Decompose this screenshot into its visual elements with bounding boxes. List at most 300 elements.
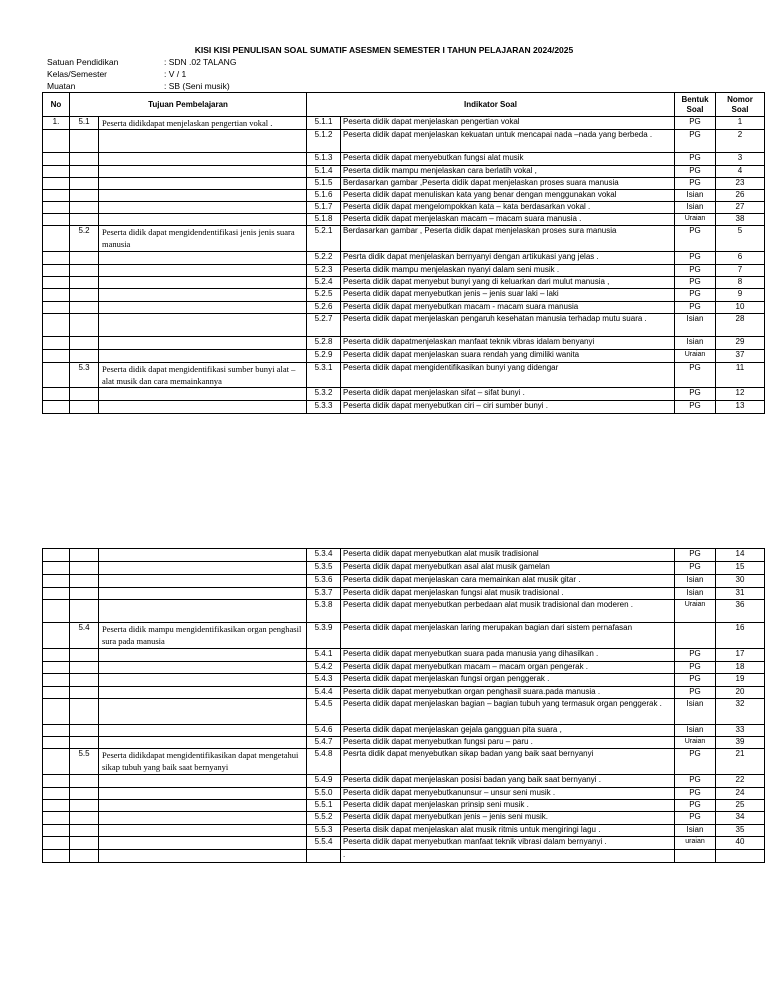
indikator-number: 5.2.3 [307, 265, 341, 277]
tujuan-text: Peserta didik dapat mengidentifikasi sumber bunyi alat – alat musik dan cara memainkannya [99, 363, 307, 388]
tujuan-number [70, 289, 99, 302]
indikator-text: Peserta didik dapat menyebutkanunsur – unsur seni musik . [341, 788, 675, 800]
indikator-number: 5.5.3 [307, 825, 341, 837]
tujuan-number [70, 687, 99, 699]
table-row [43, 850, 765, 863]
tujuan-text [99, 401, 307, 414]
meta-row-kelas [47, 68, 186, 80]
nomor-soal: 4 [716, 166, 765, 178]
table-row [43, 302, 765, 314]
row-number [43, 337, 70, 350]
indikator-text: Peserta didik dapat menjelaskan bagian – bagian tubuh yang termasuk organ penggerak . [341, 699, 675, 725]
table-row [43, 190, 765, 202]
kisi-table-page1 [42, 92, 765, 414]
indikator-number: 5.4.4 [307, 687, 341, 699]
bentuk-soal: PG [675, 812, 716, 825]
nomor-soal: 29 [716, 337, 765, 350]
bentuk-soal: PG [675, 549, 716, 562]
table-row [43, 130, 765, 153]
tujuan-text [99, 850, 307, 863]
bentuk-soal: PG [675, 166, 716, 178]
tujuan-text [99, 687, 307, 699]
row-number: 1. [43, 117, 70, 130]
indikator-text: Peserta didik dapat menjelaskan kekuatan untuk mencapai nada –nada yang berbeda . [341, 130, 675, 153]
row-number [43, 800, 70, 812]
indikator-number: 5.3.5 [307, 562, 341, 575]
tujuan-text [99, 202, 307, 214]
row-number [43, 202, 70, 214]
table-row [43, 562, 765, 575]
bentuk-soal: Isian [675, 314, 716, 337]
nomor-soal: 24 [716, 788, 765, 800]
bentuk-soal: PG [675, 226, 716, 252]
tujuan-number: 5.2 [70, 226, 99, 252]
indikator-number: 5.2.2 [307, 252, 341, 265]
indikator-text: Peserta didik dapat menyebutkan jenis – jenis suar laki – laki [341, 289, 675, 302]
meta-value: : SDN .02 TALANG [164, 57, 237, 67]
row-number [43, 130, 70, 153]
tujuan-number [70, 825, 99, 837]
table-row [43, 699, 765, 725]
col-header-indikator: Indikator Soal [307, 93, 675, 117]
indikator-number: 5.3.8 [307, 600, 341, 623]
table-row [43, 812, 765, 825]
tujuan-number [70, 812, 99, 825]
indikator-number: 5.4.7 [307, 737, 341, 749]
indikator-text: Peserta didik dapat menyebut bunyi yang di keluarkan dari mulut manusia , [341, 277, 675, 289]
tujuan-number [70, 130, 99, 153]
nomor-soal: 38 [716, 214, 765, 226]
nomor-soal: 31 [716, 588, 765, 600]
table-row [43, 214, 765, 226]
tujuan-text [99, 214, 307, 226]
indikator-number: 5.3.3 [307, 401, 341, 414]
nomor-soal: 10 [716, 302, 765, 314]
nomor-soal: 25 [716, 800, 765, 812]
bentuk-soal: PG [675, 775, 716, 788]
table-row [43, 289, 765, 302]
indikator-number: 5.4.6 [307, 725, 341, 737]
bentuk-soal: uraian [675, 837, 716, 850]
tujuan-text [99, 562, 307, 575]
bentuk-soal: Isian [675, 699, 716, 725]
meta-label: Kelas/Semester [47, 69, 107, 79]
row-number [43, 549, 70, 562]
table-row [43, 350, 765, 363]
bentuk-soal [675, 623, 716, 649]
document-title: KISI KISI PENULISAN SOAL SUMATIF ASESMEN SEMESTER I TAHUN PELAJARAN 2024/2025 [194, 45, 574, 55]
nomor-soal: 7 [716, 265, 765, 277]
row-number [43, 737, 70, 749]
tujuan-number [70, 575, 99, 588]
tujuan-text [99, 800, 307, 812]
tujuan-text [99, 190, 307, 202]
tujuan-text [99, 302, 307, 314]
tujuan-number [70, 674, 99, 687]
indikator-text: Peserta didik dapat menjelaskan prinsip seni musik . [341, 800, 675, 812]
bentuk-soal: PG [675, 687, 716, 699]
col-header-tujuan: Tujuan Pembelajaran [70, 93, 307, 117]
nomor-soal: 37 [716, 350, 765, 363]
nomor-soal: 19 [716, 674, 765, 687]
nomor-soal: 28 [716, 314, 765, 337]
indikator-number: 5.3.7 [307, 588, 341, 600]
tujuan-text [99, 837, 307, 850]
indikator-number: 5.4.1 [307, 649, 341, 662]
tujuan-text [99, 812, 307, 825]
row-number [43, 289, 70, 302]
tujuan-number [70, 725, 99, 737]
indikator-text: Peserta didik dapat menyebutkan jenis – jenis seni musik. [341, 812, 675, 825]
indikator-text: Pesrta didik dapat menyebutkan sikap badan yang baik saat bernyanyi [341, 749, 675, 775]
indikator-text: Peserta didik dapat menyebutkan organ penghasil suara.pada manusia . [341, 687, 675, 699]
indikator-number: 5.1.3 [307, 153, 341, 166]
table-row [43, 725, 765, 737]
tujuan-text [99, 178, 307, 190]
table-row [43, 588, 765, 600]
nomor-soal: 34 [716, 812, 765, 825]
row-number [43, 562, 70, 575]
bentuk-soal: Isian [675, 825, 716, 837]
table-row [43, 363, 765, 388]
bentuk-soal: Uraian [675, 737, 716, 749]
nomor-soal: 32 [716, 699, 765, 725]
indikator-text: Berdasarkan gambar ,Peserta didik dapat menjelaskan proses suara manusia [341, 178, 675, 190]
indikator-number [307, 850, 341, 863]
tujuan-text [99, 337, 307, 350]
nomor-soal: 5 [716, 226, 765, 252]
nomor-soal: 15 [716, 562, 765, 575]
table-row [43, 749, 765, 775]
tujuan-number [70, 350, 99, 363]
bentuk-soal: Isian [675, 190, 716, 202]
indikator-text: . [341, 850, 675, 863]
indikator-number: 5.5.4 [307, 837, 341, 850]
indikator-text: Pesrta didik dapat menjelaskan bernyanyi dengan artikukasi yang jelas . [341, 252, 675, 265]
bentuk-soal: PG [675, 277, 716, 289]
row-number [43, 401, 70, 414]
nomor-soal: 18 [716, 662, 765, 674]
row-number [43, 775, 70, 788]
tujuan-number [70, 562, 99, 575]
row-number [43, 825, 70, 837]
row-number [43, 388, 70, 401]
indikator-number: 5.1.4 [307, 166, 341, 178]
tujuan-text [99, 277, 307, 289]
row-number [43, 812, 70, 825]
indikator-text: Peserta didik dapat menjelaskan macam – macam suara manusia . [341, 214, 675, 226]
indikator-number: 5.2.8 [307, 337, 341, 350]
indikator-number: 5.4.2 [307, 662, 341, 674]
table-row [43, 166, 765, 178]
indikator-number: 5.3.1 [307, 363, 341, 388]
nomor-soal: 26 [716, 190, 765, 202]
kisi-table-page2 [42, 548, 765, 863]
indikator-text: Peserta didik dapat menjelaskan pengaruh kesehatan manusia terhadap mutu suara . [341, 314, 675, 337]
nomor-soal: 40 [716, 837, 765, 850]
bentuk-soal: Isian [675, 575, 716, 588]
tujuan-number [70, 277, 99, 289]
indikator-number: 5.5.2 [307, 812, 341, 825]
indikator-text: Peserta didik dapat menuliskan kata yang benar dengan menggunakan vokal [341, 190, 675, 202]
row-number [43, 363, 70, 388]
bentuk-soal: PG [675, 363, 716, 388]
bentuk-soal: PG [675, 800, 716, 812]
nomor-soal: 22 [716, 775, 765, 788]
tujuan-text [99, 130, 307, 153]
tujuan-text: Peserta didik dapat mengidendentifikasi jenis jenis suara manusia [99, 226, 307, 252]
nomor-soal: 6 [716, 252, 765, 265]
tujuan-text [99, 649, 307, 662]
tujuan-number [70, 837, 99, 850]
tujuan-text [99, 166, 307, 178]
bentuk-soal: PG [675, 788, 716, 800]
col-header-bentuk: Bentuk Soal [675, 93, 716, 117]
indikator-text: Peserta didik mampu menjelaskan cara berlatih vokal , [341, 166, 675, 178]
tujuan-text [99, 662, 307, 674]
nomor-soal: 12 [716, 388, 765, 401]
tujuan-text [99, 252, 307, 265]
nomor-soal: 8 [716, 277, 765, 289]
table-row [43, 837, 765, 850]
tujuan-text [99, 350, 307, 363]
indikator-text: Peserta didik dapatmenjelaskan manfaat teknik vibras idalam benyanyi [341, 337, 675, 350]
table-row [43, 737, 765, 749]
tujuan-text [99, 737, 307, 749]
nomor-soal: 23 [716, 178, 765, 190]
nomor-soal: 1 [716, 117, 765, 130]
row-number [43, 252, 70, 265]
indikator-text: Peserta didik dapat menjelaskan suara rendah yang dimiliki wanita [341, 350, 675, 363]
row-number [43, 788, 70, 800]
bentuk-soal: PG [675, 302, 716, 314]
tujuan-number [70, 388, 99, 401]
table-row [43, 265, 765, 277]
tujuan-text [99, 265, 307, 277]
table-row [43, 649, 765, 662]
row-number [43, 178, 70, 190]
row-number [43, 749, 70, 775]
tujuan-number [70, 850, 99, 863]
bentuk-soal [675, 850, 716, 863]
indikator-number: 5.1.2 [307, 130, 341, 153]
row-number [43, 623, 70, 649]
tujuan-text [99, 699, 307, 725]
nomor-soal: 13 [716, 401, 765, 414]
indikator-number: 5.1.1 [307, 117, 341, 130]
bentuk-soal: PG [675, 401, 716, 414]
tujuan-text [99, 788, 307, 800]
meta-row-muatan [47, 80, 230, 92]
indikator-number: 5.4.3 [307, 674, 341, 687]
row-number [43, 214, 70, 226]
indikator-number: 5.2.5 [307, 289, 341, 302]
tujuan-text [99, 388, 307, 401]
nomor-soal: 33 [716, 725, 765, 737]
tujuan-text [99, 600, 307, 623]
row-number [43, 265, 70, 277]
bentuk-soal: PG [675, 562, 716, 575]
tujuan-text [99, 775, 307, 788]
nomor-soal: 16 [716, 623, 765, 649]
table-row [43, 623, 765, 649]
tujuan-text: Peserta didikdapat mengidentifikasikan dapat mengetahui sikap tubuh yang baik saat bernyanyi [99, 749, 307, 775]
bentuk-soal: PG [675, 117, 716, 130]
nomor-soal: 14 [716, 549, 765, 562]
bentuk-soal: Isian [675, 337, 716, 350]
nomor-soal: 17 [716, 649, 765, 662]
indikator-text: Berdasarkan gambar , Peserta didik dapat menjelaskan proses sura manusia [341, 226, 675, 252]
indikator-text: Peserta didik dapat menjelaskan pengertian vokal [341, 117, 675, 130]
table-row [43, 674, 765, 687]
meta-label: Muatan [47, 81, 76, 91]
tujuan-number [70, 252, 99, 265]
tujuan-number [70, 600, 99, 623]
bentuk-soal: PG [675, 289, 716, 302]
row-number [43, 350, 70, 363]
indikator-text: Peserta didik dapat menjelaskan sifat – sifat bunyi . [341, 388, 675, 401]
row-number [43, 153, 70, 166]
bentuk-soal: PG [675, 130, 716, 153]
nomor-soal: 20 [716, 687, 765, 699]
indikator-number: 5.4.8 [307, 749, 341, 775]
tujuan-text [99, 575, 307, 588]
indikator-text: Peserta didik dapat menjelaskan fungsi organ penggerak . [341, 674, 675, 687]
row-number [43, 674, 70, 687]
indikator-number: 5.1.7 [307, 202, 341, 214]
table-row [43, 788, 765, 800]
tujuan-text [99, 289, 307, 302]
indikator-text: Peserta didik dapat menyebutkan macam - macam suara manusia [341, 302, 675, 314]
meta-value: : SB (Seni musik) [164, 81, 230, 91]
bentuk-soal: PG [675, 153, 716, 166]
tujuan-number [70, 549, 99, 562]
indikator-text: Peserta didik dapat menyebutkan fungsi paru – paru . [341, 737, 675, 749]
tujuan-number: 5.1 [70, 117, 99, 130]
table-row [43, 202, 765, 214]
bentuk-soal: PG [675, 265, 716, 277]
table-row [43, 117, 765, 130]
indikator-number: 5.2.4 [307, 277, 341, 289]
table-row [43, 800, 765, 812]
table-row [43, 314, 765, 337]
tujuan-text: Peserta didikdapat menjelaskan pengertian vokal . [99, 117, 307, 130]
tujuan-number [70, 588, 99, 600]
row-number [43, 226, 70, 252]
indikator-text: Peserta didik dapat menyebutkan fungsi alat musik [341, 153, 675, 166]
indikator-text: Peserta didik dapat menyebutkan macam – macam organ pengerak . [341, 662, 675, 674]
meta-value: : V / 1 [164, 69, 187, 79]
tujuan-number [70, 166, 99, 178]
nomor-soal: 27 [716, 202, 765, 214]
indikator-number: 5.3.6 [307, 575, 341, 588]
table-row [43, 337, 765, 350]
row-number [43, 725, 70, 737]
meta-label: Satuan Pendidikan [47, 57, 119, 67]
bentuk-soal: PG [675, 252, 716, 265]
bentuk-soal: PG [675, 749, 716, 775]
bentuk-soal: PG [675, 388, 716, 401]
indikator-number: 5.5.0 [307, 788, 341, 800]
indikator-number: 5.2.1 [307, 226, 341, 252]
indikator-text: Peserta didik dapat menyebutkan perbedaan alat musik tradisional dan moderen . [341, 600, 675, 623]
indikator-number: 5.2.6 [307, 302, 341, 314]
indikator-number: 5.4.9 [307, 775, 341, 788]
table-row [43, 575, 765, 588]
indikator-number: 5.3.4 [307, 549, 341, 562]
nomor-soal: 2 [716, 130, 765, 153]
row-number [43, 850, 70, 863]
bentuk-soal: PG [675, 178, 716, 190]
nomor-soal: 39 [716, 737, 765, 749]
indikator-text: Peserta didik dapat menjelaskan gejala gangguan pita suara , [341, 725, 675, 737]
tujuan-number [70, 737, 99, 749]
tujuan-number [70, 265, 99, 277]
meta-row-satuan [47, 56, 236, 68]
table-row [43, 775, 765, 788]
row-number [43, 699, 70, 725]
indikator-number: 5.2.7 [307, 314, 341, 337]
nomor-soal: 9 [716, 289, 765, 302]
tujuan-number: 5.4 [70, 623, 99, 649]
indikator-text: Peserta didik dapat menjelaskan laring merupakan bagian dari sistem pernafasan [341, 623, 675, 649]
nomor-soal: 35 [716, 825, 765, 837]
bentuk-soal: Isian [675, 588, 716, 600]
table-row [43, 825, 765, 837]
tujuan-text: Peserta didik mampu mengidentifikasikan organ penghasil sura pada manusia [99, 623, 307, 649]
nomor-soal: 36 [716, 600, 765, 623]
row-number [43, 277, 70, 289]
row-number [43, 687, 70, 699]
nomor-soal: 30 [716, 575, 765, 588]
tujuan-number [70, 178, 99, 190]
row-number [43, 662, 70, 674]
row-number [43, 190, 70, 202]
indikator-text: Peserta didik dapat mengidentifikasikan bunyi yang didengar [341, 363, 675, 388]
tujuan-text [99, 674, 307, 687]
tujuan-number [70, 190, 99, 202]
indikator-number: 5.1.6 [307, 190, 341, 202]
bentuk-soal: Uraian [675, 600, 716, 623]
row-number [43, 588, 70, 600]
tujuan-number [70, 153, 99, 166]
tujuan-number [70, 214, 99, 226]
tujuan-number [70, 662, 99, 674]
table-row [43, 662, 765, 674]
tujuan-number [70, 699, 99, 725]
row-number [43, 649, 70, 662]
row-number [43, 314, 70, 337]
tujuan-number: 5.5 [70, 749, 99, 775]
indikator-number: 5.1.8 [307, 214, 341, 226]
indikator-text: Peserta didik dapat menyebutkan alat musik tradisional [341, 549, 675, 562]
tujuan-text [99, 549, 307, 562]
table-row [43, 277, 765, 289]
table-row [43, 600, 765, 623]
table-row [43, 687, 765, 699]
indikator-text: Peserta didik dapat menjelaskan fungsi alat musik tradisional . [341, 588, 675, 600]
table-row [43, 226, 765, 252]
bentuk-soal: Uraian [675, 350, 716, 363]
table-row [43, 153, 765, 166]
row-number [43, 600, 70, 623]
tujuan-number [70, 649, 99, 662]
bentuk-soal: Isian [675, 725, 716, 737]
tujuan-number [70, 401, 99, 414]
bentuk-soal: Isian [675, 202, 716, 214]
nomor-soal: 21 [716, 749, 765, 775]
row-number [43, 575, 70, 588]
